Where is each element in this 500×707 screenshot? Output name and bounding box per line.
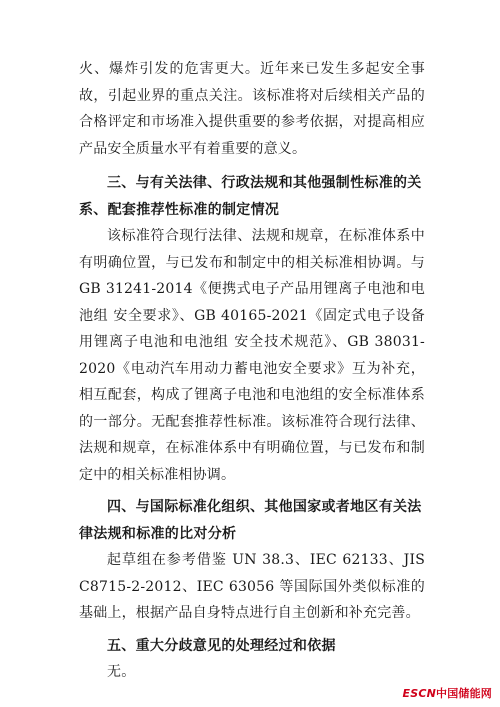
watermark-text: 中国储能网 [436,687,492,700]
watermark-brand: ESCN [402,687,436,700]
watermark-logo [402,685,492,701]
spacer [79,162,425,170]
section-5-body: 无。 [107,664,136,680]
intro-paragraph: 火、爆炸引发的危害更大。近年来已发生多起安全事故，引起业界的重点关注。该标准将对后续相关产品的合格评定和市场准入提供重要的参考依据，对提高相应产品安全质量水平有着重要的意义。 [79,61,425,157]
section-3-body: 该标准符合现行法律、法规和规章，在标准体系中有明确位置，与已发布和制定中的相关标准相协调。与 GB 31241-2014《便携式电子产品用锂离子电池和电池组 安全要求》、GB 40165-2021《固定式电子设备用锂离子电池和电池组 安全技术规范》、GB 38031-2020《电动汽车用动力蓄电池安全要求》互为补充，相互配套，构成了锂离子电池和电池组的安全标准体系的一部分。无配套推荐性标准。该标准符合现行法律、法规和规章，在标准体系中有明确位置，与已发布和制定中的相关标准相协调。 [79,228,425,483]
section-4-heading: 四、与国际标准化组织、其他国家或者地区有关法律法规和标准的比对分析 [79,499,422,542]
section-4-body: 起草组在参考借鉴 UN 38.3、IEC 62133、JIS C8715-2-2012、IEC 63056 等国际国外类似标准的基础上，根据产品自身特点进行自主创新和补充完善。 [79,552,425,621]
section-5-heading: 五、重大分歧意见的处理经过和依据 [107,637,336,654]
document-content [79,56,425,686]
section-3-heading: 三、与有关法律、行政法规和其他强制性标准的关系、配套推荐性标准的制定情况 [79,175,422,218]
